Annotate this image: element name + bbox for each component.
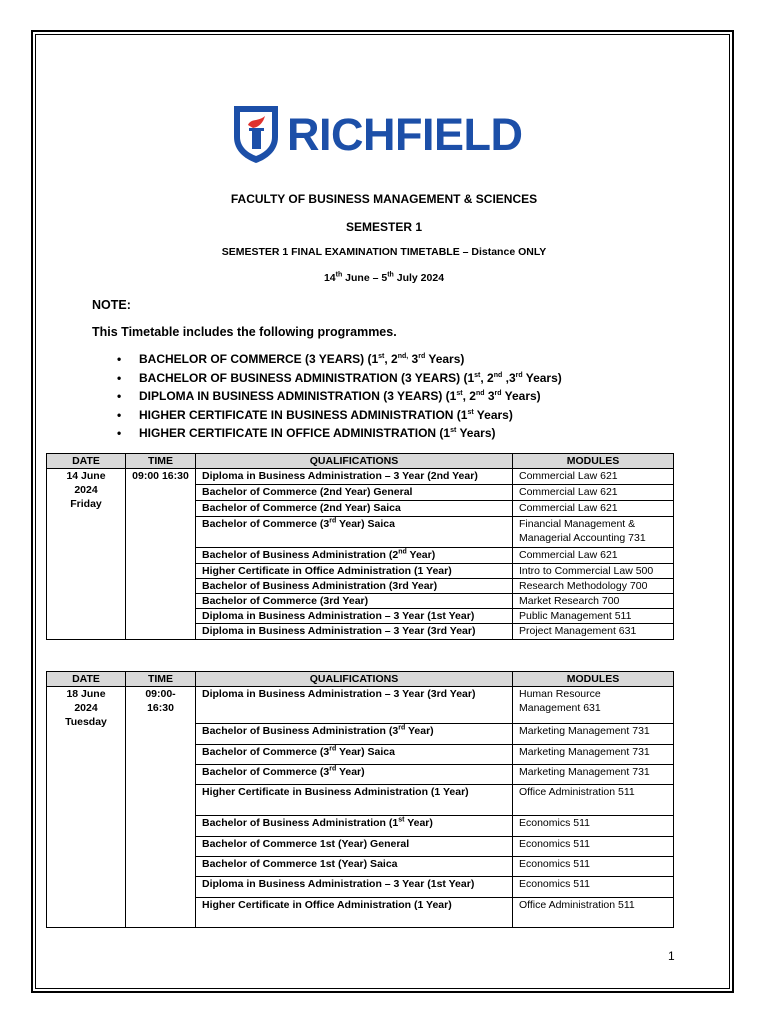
qualification-cell: Bachelor of Commerce (3rd Year) Saica <box>196 517 513 548</box>
header-time: TIME <box>126 672 196 687</box>
note-label: NOTE: <box>92 298 131 312</box>
programme-item: • BACHELOR OF BUSINESS ADMINISTRATION (3 YEARS) (1st, 2nd ,3rd Years) <box>92 369 562 388</box>
programme-item: • HIGHER CERTIFICATE IN BUSINESS ADMINISTRATION (1st Years) <box>92 406 562 425</box>
module-cell: Research Methodology 700 <box>513 579 674 594</box>
shield-torch-icon <box>231 103 281 165</box>
qualification-cell: Diploma in Business Administration – 3 Year (2nd Year) <box>196 469 513 485</box>
module-cell: Commercial Law 621 <box>513 469 674 485</box>
page-number: 1 <box>668 949 675 963</box>
programme-item: • DIPLOMA IN BUSINESS ADMINISTRATION (3 YEARS) (1st, 2nd 3rd Years) <box>92 387 562 406</box>
programme-item: • BACHELOR OF COMMERCE (3 YEARS) (1st, $2^{nd,}$ 3rd Years) <box>92 350 562 369</box>
bullet-icon: • <box>117 370 122 385</box>
header-time: TIME <box>126 454 196 469</box>
module-cell: Commercial Law 621 <box>513 501 674 517</box>
qualification-cell: Higher Certificate in Office Administration (1 Year) <box>196 564 513 579</box>
qualification-cell: Bachelor of Commerce (2nd Year) General <box>196 485 513 501</box>
table-row <box>47 687 674 724</box>
bullet-icon: • <box>117 352 122 366</box>
qualification-cell: Higher Certificate in Business Administration (1 Year) <box>196 785 513 816</box>
module-cell: Economics 511 <box>513 857 674 877</box>
header-date: DATE <box>47 672 126 687</box>
module-cell: Human Resource Management 631 <box>513 687 674 724</box>
module-cell: Intro to Commercial Law 500 <box>513 564 674 579</box>
qualification-cell: Bachelor of Business Administration (3rd Year) <box>196 579 513 594</box>
module-cell: Economics 511 <box>513 816 674 837</box>
qualification-cell: Bachelor of Commerce (3rd Year) Saica <box>196 745 513 765</box>
module-cell: Office Administration 511 <box>513 898 674 928</box>
qualification-cell: Bachelor of Commerce 1st (Year) General <box>196 837 513 857</box>
bullet-icon: • <box>117 407 122 422</box>
module-cell: Economics 511 <box>513 837 674 857</box>
exam-time: 09:00-16:30 <box>126 687 196 928</box>
faculty-heading: FACULTY OF BUSINESS MANAGEMENT & SCIENCES <box>230 192 538 206</box>
exam-date: 18 June 2024 Tuesday <box>47 687 126 928</box>
header-modules: MODULES <box>513 672 674 687</box>
semester-heading: SEMESTER 1 <box>345 220 423 234</box>
qualification-cell: Diploma in Business Administration – 3 Year (3rd Year) <box>196 624 513 640</box>
qualification-cell: Bachelor of Commerce (3rd Year) <box>196 594 513 609</box>
programmes-intro: This Timetable includes the following programmes. <box>92 325 397 339</box>
header-qualifications: QUALIFICATIONS <box>196 672 513 687</box>
module-cell: Office Administration 511 <box>513 785 674 816</box>
programme-list <box>92 350 562 443</box>
qualification-cell: Diploma in Business Administration – 3 Year (1st Year) <box>196 609 513 624</box>
richfield-logo <box>231 103 523 165</box>
module-cell: Market Research 700 <box>513 594 674 609</box>
timetable-title: SEMESTER 1 FINAL EXAMINATION TIMETABLE – Distance ONLY <box>221 246 547 258</box>
programme-item: • HIGHER CERTIFICATE IN OFFICE ADMINISTRATION (1st Years) <box>92 424 562 443</box>
qualification-cell: Bachelor of Business Administration (2nd Year) <box>196 548 513 564</box>
exam-period: 14th June – 5th July 2024 <box>323 271 445 284</box>
exam-table-2 <box>46 671 674 928</box>
module-cell: Marketing Management 731 <box>513 724 674 745</box>
bullet-icon: • <box>117 389 122 403</box>
header-date: DATE <box>47 454 126 469</box>
header-qualifications: QUALIFICATIONS <box>196 454 513 469</box>
module-cell: Financial Management & Managerial Accounting 731 <box>513 517 674 548</box>
exam-date: 14 June 2024 Friday <box>47 469 126 640</box>
module-cell: Project Management 631 <box>513 624 674 640</box>
module-cell: Commercial Law 621 <box>513 485 674 501</box>
qualification-cell: Bachelor of Commerce 1st (Year) Saica <box>196 857 513 877</box>
logo-wordmark: RICHFIELD <box>287 108 523 160</box>
qualification-cell: Bachelor of Business Administration (3rd Year) <box>196 724 513 745</box>
qualification-cell: Diploma in Business Administration – 3 Year (1st Year) <box>196 877 513 898</box>
table-row <box>47 469 674 485</box>
module-cell: Economics 511 <box>513 877 674 898</box>
qualification-cell: Bachelor of Business Administration (1st Year) <box>196 816 513 837</box>
bullet-icon: • <box>117 426 122 440</box>
qualification-cell: Diploma in Business Administration – 3 Year (3rd Year) <box>196 687 513 724</box>
exam-table-1 <box>46 453 674 640</box>
qualification-cell: Bachelor of Commerce (3rd Year) <box>196 765 513 785</box>
header-modules: MODULES <box>513 454 674 469</box>
qualification-cell: Bachelor of Commerce (2nd Year) Saica <box>196 501 513 517</box>
exam-time: 09:00 16:30 <box>126 469 196 640</box>
qualification-cell: Higher Certificate in Office Administration (1 Year) <box>196 898 513 928</box>
module-cell: Marketing Management 731 <box>513 765 674 785</box>
module-cell: Marketing Management 731 <box>513 745 674 765</box>
module-cell: Public Management 511 <box>513 609 674 624</box>
module-cell: Commercial Law 621 <box>513 548 674 564</box>
